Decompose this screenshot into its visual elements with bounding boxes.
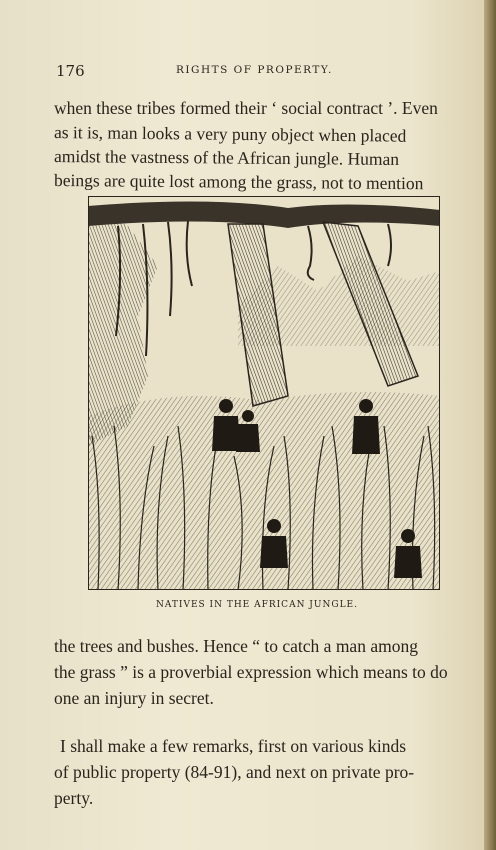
body-text-line: amidst the vastness of the African jungle. Human xyxy=(53,146,400,170)
figure-caption: NATIVES IN THE AFRICAN JUNGLE. xyxy=(156,600,358,610)
running-head: RIGHTS OF PROPERTY. xyxy=(176,64,333,76)
body-text-line: the trees and bushes. Hence “ to catch a man among xyxy=(54,636,418,656)
body-text-line: when these tribes formed their ‘ social contract ’. Even xyxy=(54,98,438,118)
page-number: 176 xyxy=(56,62,85,80)
body-text-line: one an injury in secret. xyxy=(54,688,214,708)
body-text-line: I shall make a few remarks, first on various kinds xyxy=(60,736,407,756)
page-header xyxy=(56,62,460,84)
jungle-engraving xyxy=(88,196,440,590)
body-text-line: of public property (84-91), and next on private pro- xyxy=(54,762,415,782)
body-text-line: beings are quite lost among the grass, not to mention xyxy=(53,170,424,194)
body-text-line: the grass ” is a proverbial expression which means to do xyxy=(54,662,448,682)
book-page-edge xyxy=(484,0,496,850)
body-text-line: as it is, man looks a very puny object when placed xyxy=(53,122,407,146)
body-text-line: perty. xyxy=(54,788,94,808)
